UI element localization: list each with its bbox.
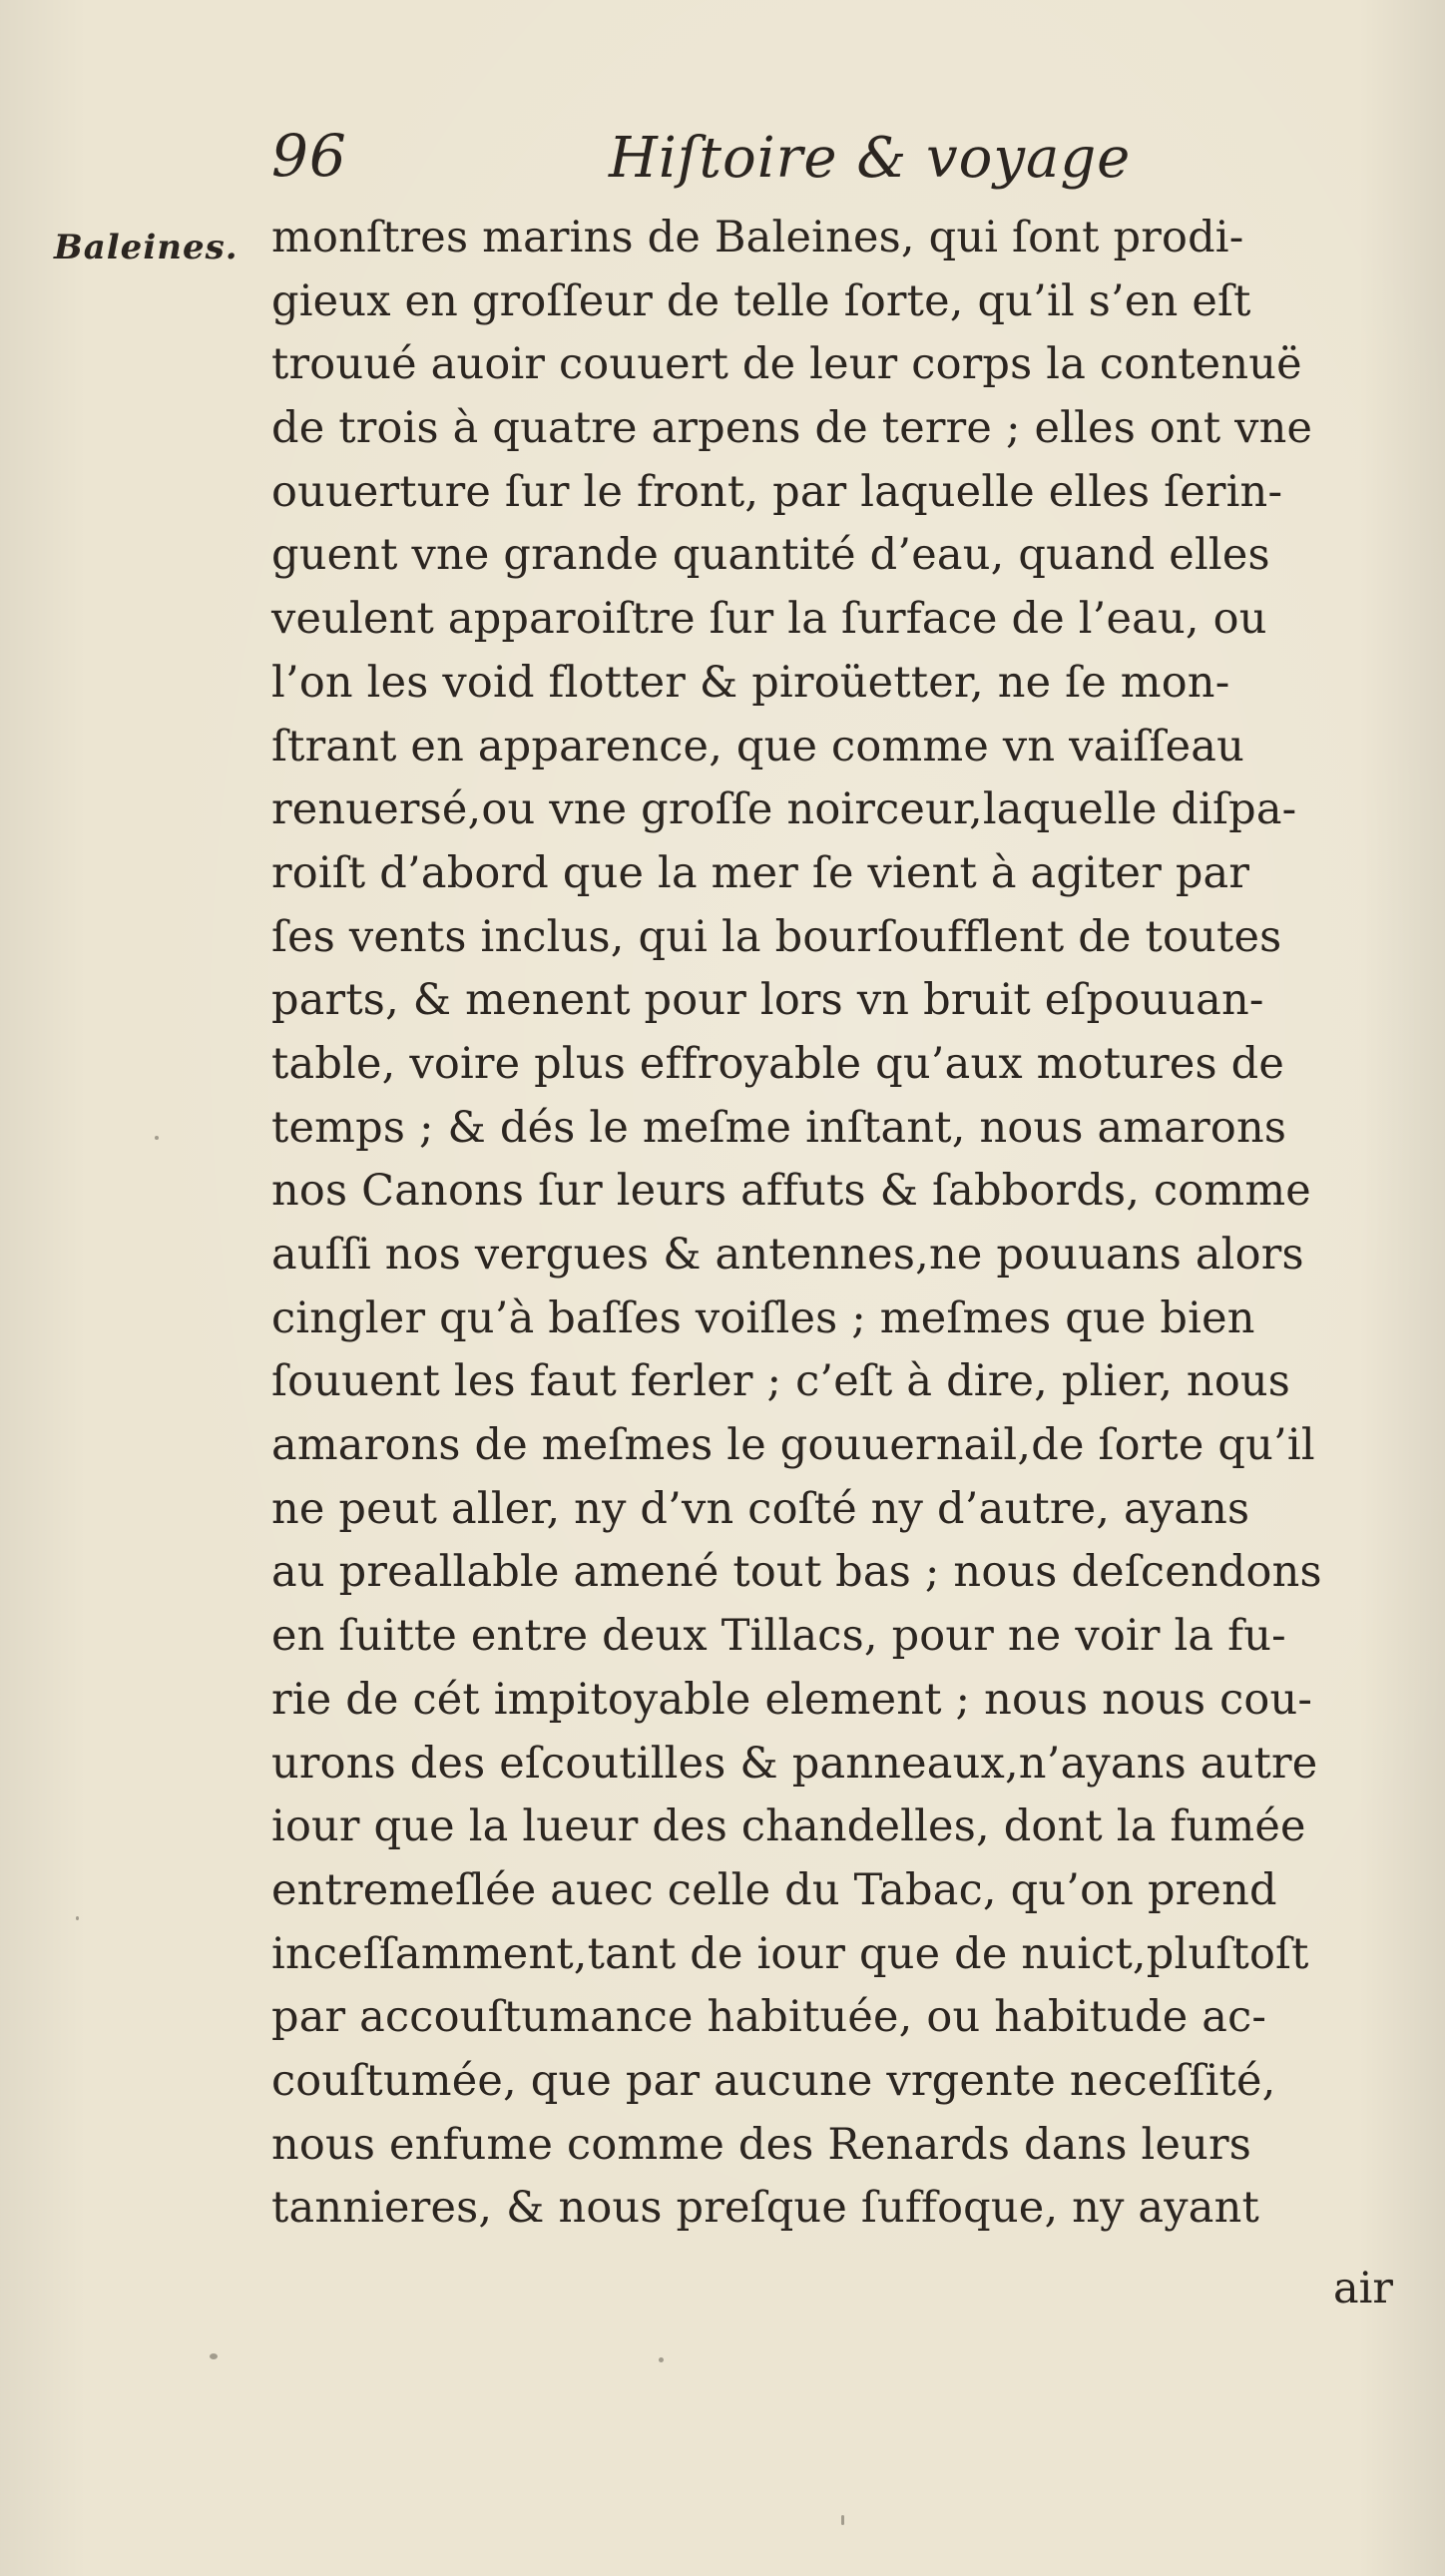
text-line: ſes vents inclus, qui la bourſoufflent de toutes: [271, 911, 1282, 962]
margin-note: Baleines.: [54, 228, 239, 267]
text-block: [271, 207, 1399, 2241]
text-line: entremeſlée auec celle du Tabac, qu’on prend: [271, 1864, 1277, 1915]
paper-speck: [76, 1916, 79, 1920]
text-line: au preallable amené tout bas ; nous deſcendons: [271, 1547, 1322, 1598]
text-line: ouuerture ſur le front, par laquelle elles ſerin-: [271, 466, 1283, 517]
text-line: inceſſamment,tant de iour que de nuict,pluſtoſt: [271, 1928, 1309, 1979]
text-line: parts, & menent pour lors vn bruit eſpouuan-: [271, 975, 1264, 1026]
paper-speck: [210, 2353, 218, 2359]
paper-speck: [155, 1136, 159, 1140]
text-line: rie de cét impitoyable element ; nous nous cou-: [271, 1674, 1313, 1725]
text-line: en ſuitte entre deux Tillacs, pour ne voir la fu-: [271, 1611, 1286, 1662]
text-line: par accouſtumance habituée, ou habitude ac-: [271, 1992, 1267, 2043]
text-line: auſſi nos vergues & antennes,ne pouuans alors: [271, 1230, 1304, 1280]
text-line: roiſt d’abord que la mer ſe vient à agiter par: [271, 847, 1250, 898]
paper-speck: [841, 2515, 844, 2525]
text-line: trouué auoir couuert de leur corps la contenuë: [271, 339, 1302, 390]
text-line: nous enfume comme des Renards dans leurs: [271, 2119, 1252, 2170]
text-line: ſouuent les faut ferler ; c’eſt à dire, plier, nous: [271, 1356, 1291, 1407]
running-title: Hiſtoire & voyage: [609, 126, 1132, 191]
text-line: monſtres marins de Baleines, qui ſont prodi-: [271, 213, 1244, 262]
text-line: ne peut aller, ny d’vn coſté ny d’autre, ayans: [271, 1483, 1250, 1534]
page-number: 96: [271, 122, 347, 190]
text-line: renuersé,ou vne groſſe noirceur,laquelle diſpa-: [271, 784, 1297, 835]
text-line: ſtrant en apparence, que comme vn vaiſſeau: [271, 721, 1245, 772]
text-line: gieux en groſſeur de telle ſorte, qu’il s’en eſt: [271, 275, 1251, 326]
text-line: urons des eſcoutilles & panneaux,n’ayans autre: [271, 1738, 1318, 1789]
text-line: amarons de meſmes le gouuernail,de ſorte qu’il: [271, 1420, 1315, 1471]
text-line: veulent apparoiſtre ſur la ſurface de l’eau, ou: [271, 594, 1267, 645]
text-line: table, voire plus effroyable qu’aux motures de: [271, 1038, 1285, 1089]
text-line: guent vne grande quantité d’eau, quand elles: [271, 530, 1270, 581]
paper-speck: [659, 2357, 664, 2362]
text-line: iour que la lueur des chandelles, dont la fumée: [271, 1802, 1306, 1852]
text-line: nos Canons ſur leurs affuts & ſabbords, comme: [271, 1166, 1311, 1217]
text-line: de trois à quatre arpens de terre ; elles ont vne: [271, 403, 1313, 454]
text-line: temps ; & dés le meſme inſtant, nous amarons: [271, 1102, 1287, 1153]
catchword: air: [1333, 2264, 1393, 2314]
running-head: [271, 122, 1379, 202]
text-line: l’on les void flotter & piroüetter, ne ſe mon-: [271, 657, 1230, 708]
text-line: cingler qu’à baſſes voiſles ; meſmes que bien: [271, 1292, 1255, 1343]
text-line: tannieres, & nous preſque ſuffoque, ny ayant: [271, 2183, 1259, 2234]
text-line: couſtumée, que par aucune vrgente neceſſité,: [271, 2055, 1276, 2106]
